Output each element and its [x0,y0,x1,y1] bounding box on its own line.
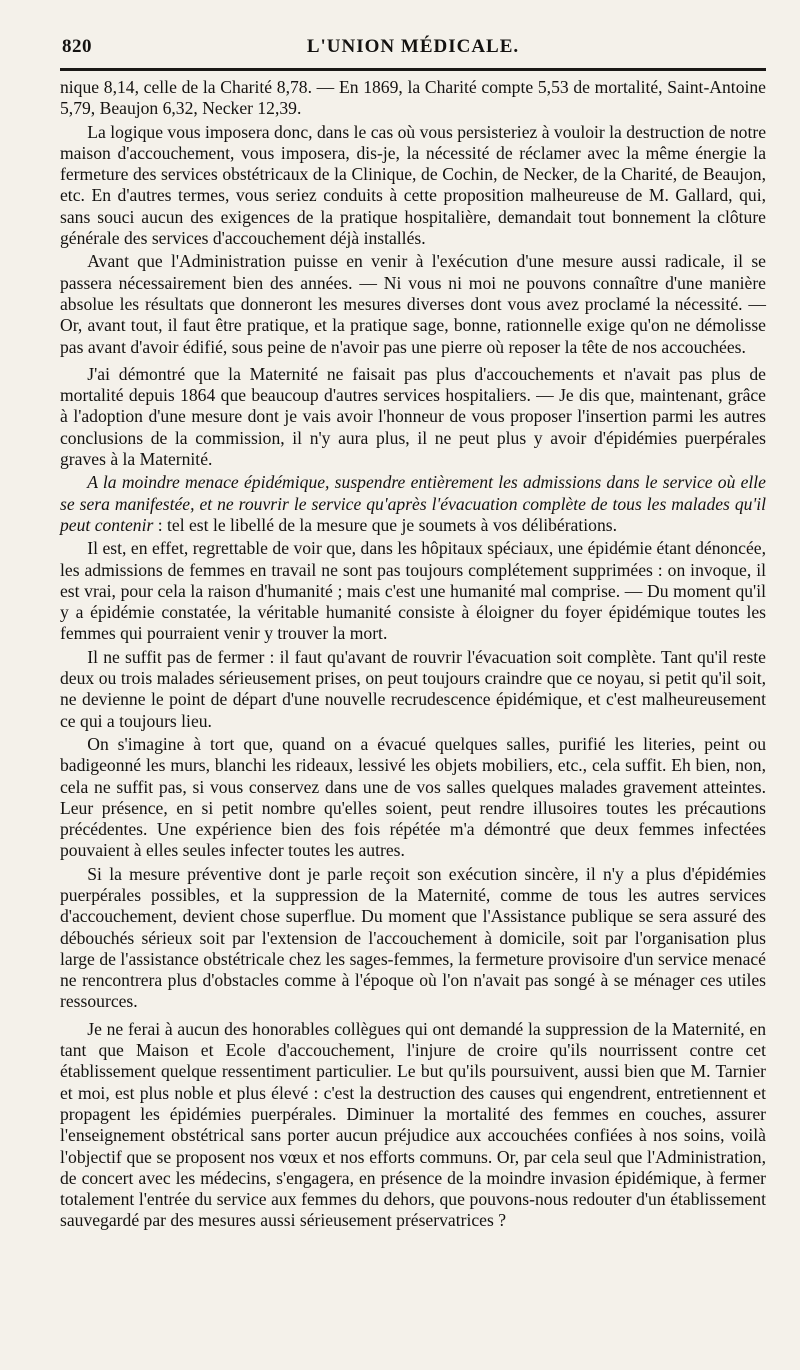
measure-text: A la moindre menace épidémique, suspendre entièrement les admissions dans le service où elle se sera manifestée, et ne rouvrir le service qu'après l'évacuation complète de tous les malades qu'il peut contenir [60,472,766,535]
paragraph: Il ne suffit pas de fermer : il faut qu'avant de rouvrir l'évacuation soit complète. Tant qu'il reste deux ou trois malades sérieusement prises, on peut toujours craindre que ce noyau, si petit qu'il soit, ne devienne le point de départ d'une nouvelle recrudescence épidémique, et c'est malheureusement ce qui a toujours lieu. [60,646,766,731]
paragraph: J'ai démontré que la Maternité ne faisait pas plus d'accouchements et n'avait pas plus de mortalité depuis 1864 que beaucoup d'autres services hospitaliers. — Je dis que, maintenant, grâce à l'adoption d'une mesure dont je vais avoir l'honneur de vous proposer l'insertion parmi les autres conclusions de la commission, il n'y aura plus, il ne peut plus y avoir d'épidémies puerpérales graves à la Maternité. [60,363,766,470]
paragraph: Je ne ferai à aucun des honorables collègues qui ont demandé la suppression de la Maternité, en tant que Maison et Ecole d'accouchement, l'injure de croire qu'ils nourrissent contre cet établissement quelque ressentiment particulier. Le but qu'ils poursuivent, aussi bien que M. Tarnier et moi, est plus noble et plus élevé : c'est la destruction des causes qui engendrent, entretiennent et propagent les épidémies puerpérales. Diminuer la mortalité des femmes en couches, assurer l'enseignement obstétrical sans porter aucun préjudice aux accouchées confiées à nos soins, voilà l'objectif que se proposent nos vœux et nos efforts communs. Or, par cela seul que l'Administration, de concert avec les médecins, s'engagera, en présence de la moindre invasion épidémique, à fermer totalement l'entrée du service aux femmes du dehors, que pouvons-nous redouter d'un établissement sauvegardé par des mesures aussi sérieusement préservatrices ? [60,1018,766,1231]
paragraph: Avant que l'Administration puisse en venir à l'exécution d'une mesure aussi radicale, il se passera nécessairement bien des années. — Ni vous ni moi ne pouvons connaître d'une manière absolue les résultats que donneront les mesures diverses dont vous avez proclamé la nécessité. — Or, avant tout, il faut être pratique, et la pratique sage, bonne, rationnelle exige qu'on ne démolisse pas avant d'avoir édifié, sous peine de n'avoir pas une pierre où reposer la tête de nos accouchées. [60,251,766,357]
paragraph-proposed-measure [60,472,766,536]
header-rule [60,68,766,71]
paragraph: Il est, en effet, regrettable de voir que, dans les hôpitaux spéciaux, une épidémie étant dénoncée, les admissions de femmes en travail ne sont pas toujours complétement supprimées : on invoque, il est vrai, pour cela la raison d'humanité ; mais c'est une humanité mal comprise. — Du moment qu'il y a épidémie constatée, la véritable humanité consiste à éloigner du foyer épidémique toutes les femmes qui pourraient venir y trouver la mort. [60,538,766,644]
article-body [60,77,766,1232]
running-header [60,34,766,60]
paragraph: nique 8,14, celle de la Charité 8,78. — En 1869, la Charité compte 5,53 de mortalité, Saint-Antoine 5,79, Beaujon 6,32, Necker 12,39. [60,77,766,119]
journal-title: L'UNION MÉDICALE. [306,36,520,57]
paragraph: La logique vous imposera donc, dans le cas où vous persisteriez à vouloir la destruction de notre maison d'accouchement, vous imposera, dis-je, la nécessité de réclamer avec la même énergie la fermeture des services obstétricaux de la Clinique, de Cochin, de Necker, de la Charité, de Beaujon, etc. En d'autres termes, vous seriez conduits à cette proposition malheureuse de M. Gallard, qui, sans souci aucun des exigences de la pratique hospitalière, demandait tout bonnement la clôture générale des services d'accouchement déjà installés. [60,121,766,249]
paragraph: Si la mesure préventive dont je parle reçoit son exécution sincère, il n'y a plus d'épidémies puerpérales possibles, et la suppression de la Maternité, comme de tous les autres services d'accouchement, devient chose superflue. Du moment que l'Assistance publique se sera assuré des débouchés sérieux soit par l'extension de l'accouchement à domicile, soit par l'organisation plus large de l'assistance obstétricale chez les sages-femmes, la fermeture provisoire d'un service menacé ne rencontrera plus d'obstacles comme à l'époque où l'on n'avait pas songé à se ménager ces utiles ressources. [60,863,766,1012]
page-number: 820 [62,36,92,57]
paragraph: On s'imagine à tort que, quand on a évacué quelques salles, purifié les literies, peint ou badigeonné les murs, blanchi les rideaux, lessivé les objets mobiliers, etc., cela suffit. Eh bien, non, cela ne suffit pas, si vous conservez dans une de vos salles quelques malades gravement atteintes. Leur présence, en si petit nombre qu'elles soient, peut rendre illusoires toutes les précautions précédentes. Une expérience bien des fois répétée m'a démontré que deux femmes infectées pouvaient à elles seules infecter toutes les autres. [60,733,766,861]
measure-tail: : tel est le libellé de la mesure que je soumets à vos délibérations. [153,514,617,535]
